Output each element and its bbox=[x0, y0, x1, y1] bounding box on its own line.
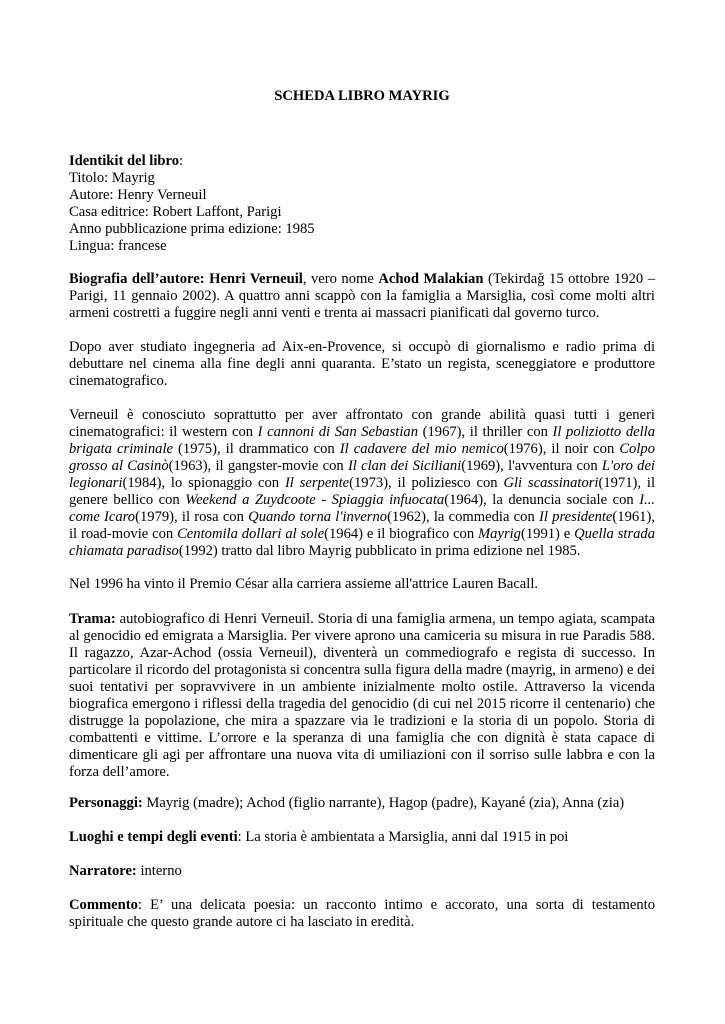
biografia-line: Parigi, 11 gennaio 2002). A quattro anni scappò con la famiglia a Marsiglia, così come molti altri bbox=[69, 288, 655, 304]
trama-line: suoi tentativi per sopravvivere in un ambiente inizialmente molto ostile. Attraverso la vicenda bbox=[69, 679, 655, 695]
commento-line: Commento: E’ una delicata poesia: un racconto intimo e accorato, una sorta di testamento bbox=[69, 897, 655, 913]
trama-line: Il ragazzo, Azar-Achod (ossia Verneuil), diventerà un commediografo e regista di successo. In bbox=[69, 645, 655, 661]
generi-line: brigata criminale (1975), il drammatico con Il cadavere del mio nemico(1976), il noir con Colpo bbox=[69, 441, 655, 457]
personaggi-section bbox=[69, 795, 655, 812]
luoghi-section bbox=[69, 829, 655, 846]
trama-line: al genocidio ed emigrata a Marsiglia. Per vivere aprono una camiceria su misura in rue Paradis 588. bbox=[69, 628, 655, 644]
personaggi-text: Mayrig (madre); Achod (figlio narrante), Hagop (padre), Kayané (zia), Anna (zia) bbox=[142, 795, 625, 811]
generi-line: genere bellico con Weekend a Zuydcoote - Spiaggia infuocata(1964), la denuncia sociale con I... bbox=[69, 492, 656, 508]
commento-label: Commento bbox=[69, 897, 138, 913]
premio-section bbox=[69, 576, 655, 593]
narratore-text: interno bbox=[136, 863, 182, 879]
author-real-name: Achod Malakian bbox=[378, 271, 484, 287]
identikit-publisher: Casa editrice: Robert Laffont, Parigi bbox=[69, 204, 282, 220]
luoghi-text: : La storia è ambientata a Marsiglia, anni dal 1915 in poi bbox=[237, 829, 569, 845]
narratore-section bbox=[69, 863, 655, 880]
biografia-label: Biografia dell’autore: Henri Verneuil bbox=[69, 271, 303, 287]
biografia-line: Biografia dell’autore: Henri Verneuil, vero nome Achod Malakian (Tekirdağ 15 ottobre 1920 – bbox=[69, 271, 656, 287]
trama-line: dimenticare gli agi per affrontare una nuova vita di umiliazioni con il sorriso sulle labbra e con la bbox=[69, 747, 655, 763]
identikit-year: Anno pubblicazione prima edizione: 1985 bbox=[69, 221, 315, 237]
premio-text: Nel 1996 ha vinto il Premio César alla carriera assieme all'attrice Lauren Bacall. bbox=[69, 576, 539, 592]
generi-line: come Icaro(1979), il rosa con Quando torna l'inverno(1962), la commedia con Il presidente(1961), bbox=[69, 509, 655, 525]
generi-section bbox=[69, 407, 655, 560]
trama-line: distrugge la popolazione, che mira a spazzare via le tradizioni e la storia di un popolo. Storia di bbox=[69, 713, 655, 729]
personaggi-label: Personaggi: bbox=[69, 795, 143, 811]
generi-line: il road-movie con Centomila dollari al sole(1964) e il biografico con Mayrig(1991) e Quella strada bbox=[69, 526, 656, 542]
generi-line: Verneuil è conosciuto soprattutto per aver affrontato con grande abilità quasi tutti i generi bbox=[69, 407, 655, 423]
luoghi-label: Luoghi e tempi degli eventi bbox=[69, 829, 238, 845]
trama-label: Trama: bbox=[69, 611, 116, 627]
carriera-line: Dopo aver studiato ingegneria ad Aix-en-Provence, si occupò di giornalismo e radio prima di bbox=[69, 339, 655, 355]
identikit-language: Lingua: francese bbox=[69, 238, 167, 254]
carriera-section bbox=[69, 339, 655, 390]
trama-section bbox=[69, 611, 655, 781]
carriera-line: cinematografico. bbox=[69, 373, 168, 389]
biografia-section bbox=[69, 271, 655, 322]
identikit-heading-line: Identikit del libro: bbox=[69, 153, 184, 169]
carriera-line: debuttare nel cinema alla fine degli anni quaranta. E’stato un regista, sceneggiatore e produttore bbox=[69, 356, 655, 372]
commento-section bbox=[69, 897, 655, 931]
trama-line: combattenti e vittime. L’orrore e la speranza di una famiglia che con dignità è stata capace di bbox=[69, 730, 655, 746]
generi-line: cinematografici: il western con I cannoni di San Sebastian (1967), il thriller con Il poliziotto della bbox=[69, 424, 655, 440]
narratore-label: Narratore: bbox=[69, 863, 137, 879]
generi-line: chiamata paradiso(1992) tratto dal libro Mayrig pubblicato in prima edizione nel 1985. bbox=[69, 543, 581, 559]
identikit-author: Autore: Henry Verneuil bbox=[69, 187, 207, 203]
document-title: SCHEDA LIBRO MAYRIG bbox=[274, 88, 450, 104]
biografia-line: armeni costretti a fuggire negli anni venti e trenta ai massacri pianificati dal governo turco. bbox=[69, 305, 600, 321]
identikit-heading: Identikit del libro bbox=[69, 153, 180, 169]
identikit-title: Titolo: Mayrig bbox=[69, 170, 155, 186]
trama-line: forza dell’amore. bbox=[69, 764, 170, 780]
commento-line: spirituale che questo grande autore ci ha lasciato in eredità. bbox=[69, 914, 415, 930]
generi-line: grosso al Casinò(1963), il gangster-movie con Il clan dei Siciliani(1969), l'avventura con L'oro dei bbox=[69, 458, 655, 474]
trama-line: biografica emergono i riflessi della tragedia del genocidio (di cui nel 2015 ricorre il centenario) che bbox=[69, 696, 655, 712]
generi-line: legionari(1984), lo spionaggio con Il serpente(1973), il poliziesco con Gli scassinatori(1971), il bbox=[69, 475, 655, 491]
trama-line: particolare il ricordo del protagonista si concentra sulla figura della madre (mayrig, in armeno) e dei bbox=[69, 662, 655, 678]
identikit-section bbox=[69, 153, 655, 255]
trama-line: Trama: autobiografico di Henri Verneuil. Storia di una famiglia armena, un tempo agiata, scampata bbox=[69, 611, 655, 627]
